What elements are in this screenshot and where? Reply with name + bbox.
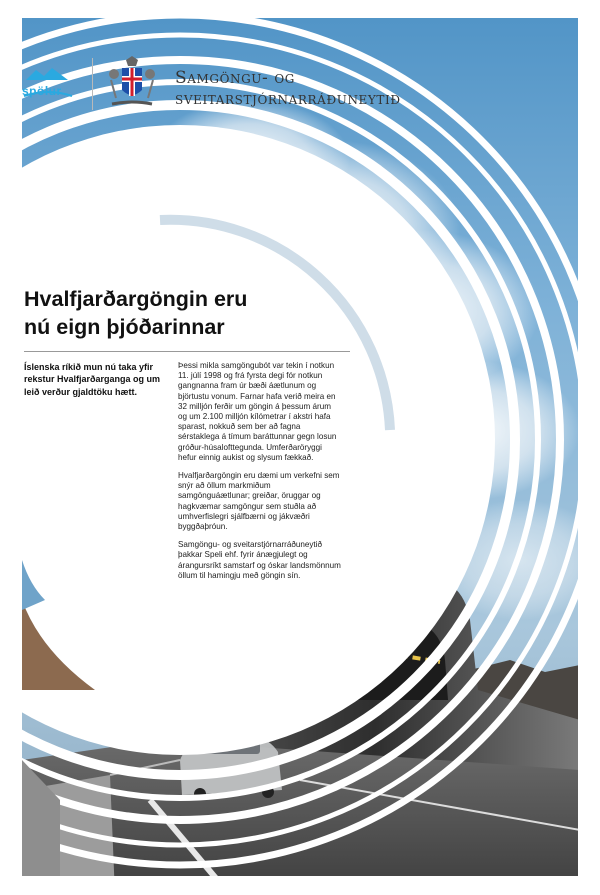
headline-divider [24,351,350,352]
page-title-line-1: Hvalfjarðargöngin eru [24,287,248,311]
speli-wordmark: spölur [22,84,62,98]
ministry-name-line-2: sveitarstjórnarráðuneytið [175,89,401,109]
coat-of-arms-icon [108,56,156,110]
speli-logo [18,66,78,100]
body-paragraph-2: Hvalfjarðargöngin eru dæmi um verkefni sem snýr að öllum markmiðum samgönguáætlunar; greiðar, öruggar og hagkvæmar samgöngur sem stuðla að umhverfislegri sjálfbærni og jákvæðri byggðaþróun. [178,471,340,532]
body-text [178,361,342,589]
header-logos [18,54,438,112]
ministry-name-line-1: Samgöngu- og [175,68,295,88]
page-title-line-2: nú eign þjóðarinnar [24,315,225,339]
logo-divider [92,58,93,110]
body-paragraph-3: Samgöngu- og sveitarstjórnarráðuneytið þakkar Speli ehf. fyrir ánægjulegt og árangursríkt samstarf og óskar landsmönnum öllum til hamingju með göngin sín. [178,540,341,580]
ministry-name [175,68,401,110]
page-title [24,285,344,341]
lead-paragraph: Íslenska ríkið mun nú taka yfir rekstur Hvalfjarðarganga og um leið verður gjaldtöku hætt. [24,362,161,397]
body-paragraph-1: Þessi mikla samgöngubót var tekin í notkun 11. júlí 1998 og frá fyrsta degi fór notkun gangnanna fram úr bæði áætlunum og björtustu vonum. Farnar hafa verið meira en 32 milljón ferðir um göngin á þessum árum og um 2.100 milljón kílómetrar í akstri hafa sparast, nokkuð sem ber að fagna sérstaklega á tímum baráttunnar gegn losun gróður-húsalofttegunda. Umferðaröryggi hefur einnig aukist og slysum fækkað. [178,361,337,462]
